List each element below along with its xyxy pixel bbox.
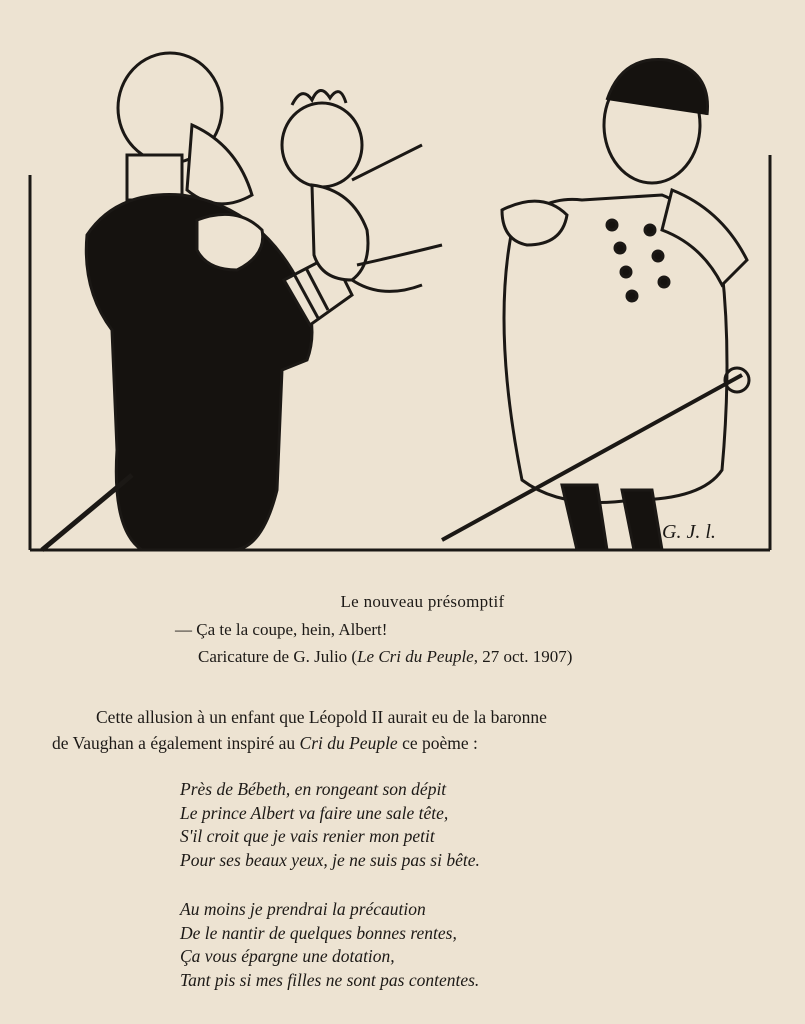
- poem-line: Au moins je prendrai la précaution: [180, 899, 426, 919]
- poem-line: Le prince Albert va faire une sale tête,: [180, 802, 449, 823]
- caption-quote: — Ça te la coupe, hein, Albert!: [175, 620, 388, 639]
- credit-source: Le Cri du Peuple: [357, 647, 474, 666]
- body-paragraph: [52, 704, 752, 756]
- caption-credit: [198, 647, 572, 667]
- paragraph-line-2-suffix: ce poème :: [397, 733, 478, 753]
- paragraph-source: Cri du Peuple: [299, 733, 398, 753]
- poem-line: S'il croit que je vais renier mon petit: [180, 826, 435, 846]
- caricature-drawing: [22, 30, 782, 570]
- paragraph-line-2-prefix: de Vaughan a également inspiré au: [52, 733, 300, 753]
- poem-line: De le nantir de quelques bonnes rentes,: [180, 922, 457, 943]
- caption-title: Le nouveau présomptif: [340, 592, 505, 611]
- poem-line: Ça vous épargne une dotation,: [180, 946, 395, 966]
- baby-figure: [282, 90, 442, 291]
- caricature-illustration: [22, 30, 782, 570]
- poem-stanza-2: [180, 898, 700, 992]
- paragraph-line-2: [52, 730, 752, 756]
- poem-line: Pour ses beaux yeux, je ne suis pas si bête.: [180, 849, 480, 870]
- poem-line: Tant pis si mes filles ne sont pas contentes.: [180, 969, 480, 990]
- poem-line: Près de Bébeth, en rongeant son dépit: [180, 779, 447, 799]
- credit-prefix: Caricature de G. Julio (: [198, 647, 358, 666]
- poem-stanza-1: [180, 778, 700, 872]
- artist-signature: G. J. l.: [662, 521, 716, 543]
- paragraph-line-1: Cette allusion à un enfant que Léopold II aurait eu de la baronne: [96, 707, 547, 727]
- credit-suffix: , 27 oct. 1907): [473, 647, 573, 666]
- albert-figure: [442, 60, 749, 551]
